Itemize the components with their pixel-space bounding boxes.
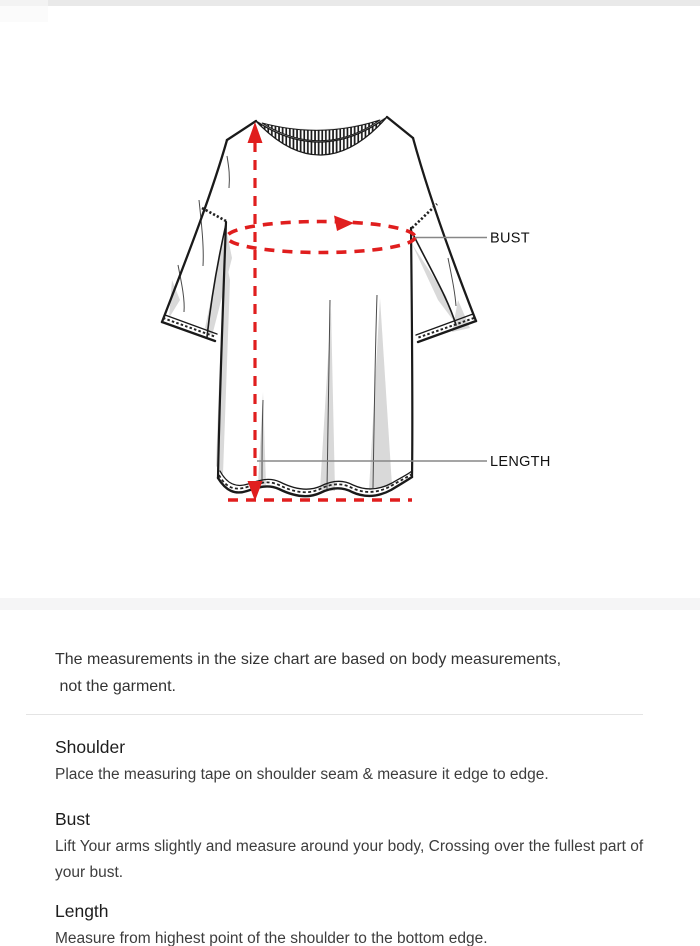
intro-line-2: not the garment. [55, 678, 176, 695]
length-description: Measure from highest point of the shoulder to the bottom edge. [55, 930, 488, 946]
length-label: LENGTH [490, 454, 551, 470]
shoulder-heading: Shoulder [55, 737, 126, 757]
bust-heading: Bust [55, 809, 91, 829]
notes-divider [26, 714, 643, 715]
intro-text [55, 646, 655, 700]
shoulder-description: Place the measuring tape on shoulder seam & measure it edge to edge. [55, 766, 549, 783]
bust-description: Lift Your arms slightly and measure around your body, Crossing over the fullest part of your bust. [55, 838, 644, 881]
length-heading: Length [55, 901, 109, 921]
bust-label: BUST [490, 230, 530, 247]
intro-line-1: The measurements in the size chart are based on body measurements, [55, 651, 562, 668]
